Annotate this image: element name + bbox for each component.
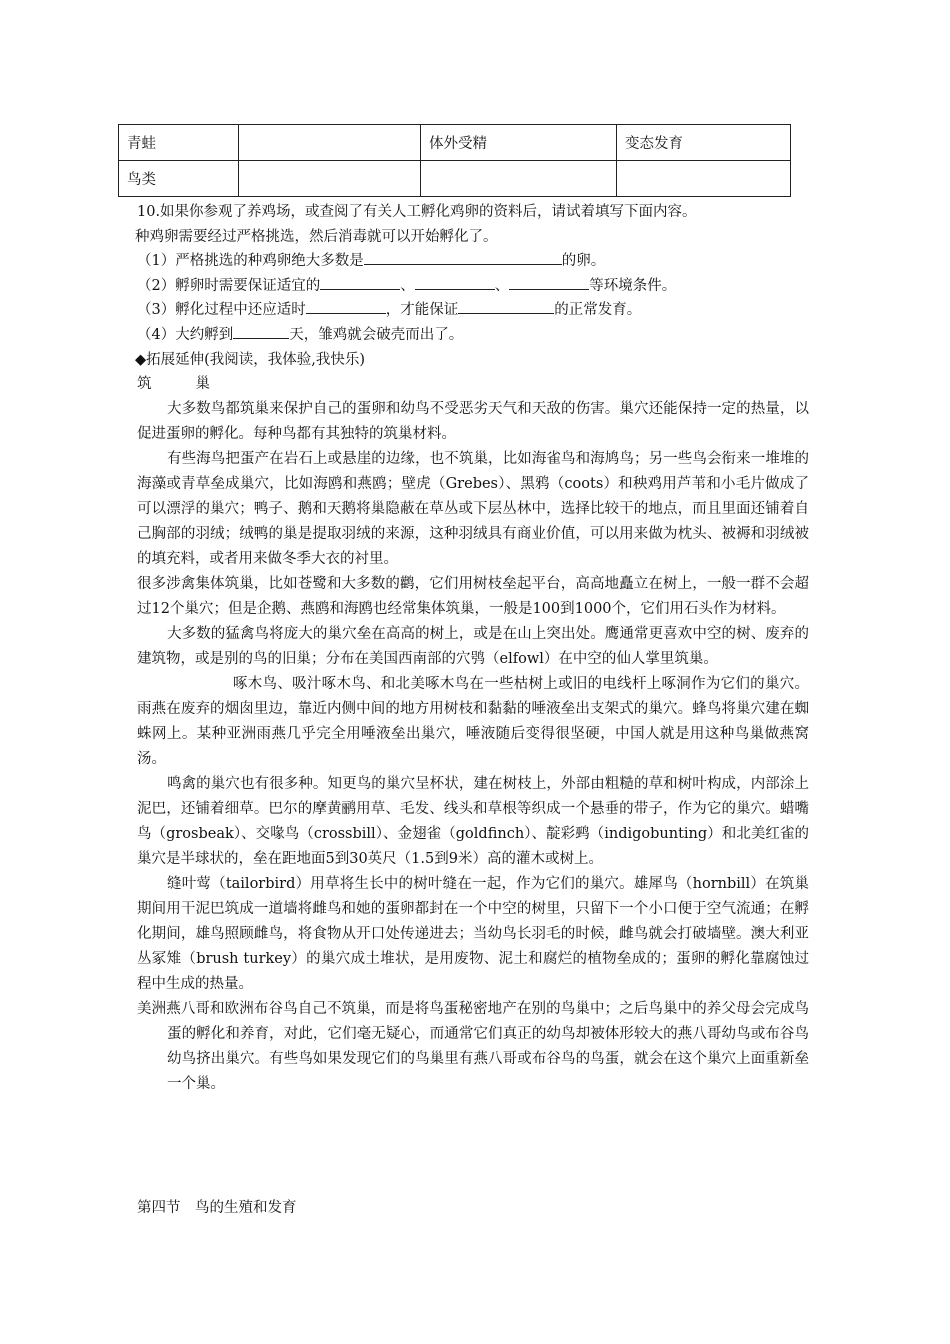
table-row bbox=[119, 125, 791, 161]
table-cell: 变态发育 bbox=[617, 125, 791, 161]
table-cell: 体外受精 bbox=[421, 125, 617, 161]
answer-blank[interactable] bbox=[415, 274, 495, 290]
answer-blank[interactable] bbox=[509, 274, 589, 290]
answer-blank[interactable] bbox=[364, 249, 562, 265]
main-content bbox=[137, 200, 809, 1097]
table-cell: 青蛙 bbox=[119, 125, 239, 161]
article-paragraph: 大多数的猛禽鸟将庞大的巢穴垒在高高的树上，或是在山上突出处。鹰通常更喜欢中空的树、废弃的建筑物，或是别的鸟的旧巢；分布在美国西南部的穴鸮（elfowl）在中空的仙人掌里筑巢。 bbox=[137, 625, 809, 667]
table-cell bbox=[239, 125, 421, 161]
section-heading: 第四节 鸟的生殖和发育 bbox=[137, 1200, 297, 1216]
question-10-item-1: （1）严格挑选的种鸡卵绝大多数是 的卵。 bbox=[137, 249, 809, 274]
question-10-intro: 10.如果你参观了养鸡场，或查阅了有关人工孵化鸡卵的资料后，请试着填写下面内容。 bbox=[137, 204, 697, 220]
question-10-item-4: （4）大约孵到 天，雏鸡就会破壳而出了。 bbox=[137, 323, 809, 348]
article-paragraph: 缝叶莺（tailorbird）用草将生长中的树叶缝在一起，作为它们的巢穴。雄犀鸟（hornbill）在筑巢期间用干泥巴筑成一道墙将雌鸟和她的蛋卵都封在一个中空的树里，只留下一个小口便于空气流通；在孵化期间，雄鸟照顾雌鸟，将食物从开口处传递进去；当幼鸟长羽毛的时候，雌鸟就会打破墙壁。澳大利亚丛冢雉（brush turkey）的巢穴成土堆状，是用废物、泥土和腐烂的植物垒成的；蛋卵的孵化靠腐蚀过程中生成的热量。 bbox=[137, 875, 809, 992]
table-cell bbox=[617, 161, 791, 197]
table-cell: 鸟类 bbox=[119, 161, 239, 197]
article-title: 筑 巢 bbox=[137, 376, 210, 393]
article-paragraph: 美洲燕八哥和欧洲布谷鸟自己不筑巢，而是将鸟蛋秘密地产在别的鸟巢中；之后鸟巢中的养父母会完成鸟蛋的孵化和养育，对此，它们毫无疑心，而通常它们真正的幼鸟却被体形较大的燕八哥幼鸟或布谷鸟幼鸟挤出巢穴。有些鸟如果发现它们的鸟巢里有燕八哥或布谷鸟的鸟蛋，就会在这个巢穴上面重新垒一个巢。 bbox=[137, 1000, 809, 1092]
table-cell bbox=[421, 161, 617, 197]
article-paragraph: 啄木鸟、吸汁啄木鸟、和北美啄木鸟在一些枯树上或旧的电线杆上啄洞作为它们的巢穴。雨燕在废弃的烟囱里边，靠近内侧中间的地方用树枝和黏黏的唾液垒出支架式的巢穴。蜂鸟将巢穴建在蜘蛛网上。某种亚洲雨燕几乎完全用唾液垒出巢穴，唾液随后变得很坚硬，中国人就是用这种鸟巢做燕窝汤。 bbox=[137, 675, 809, 767]
answer-blank[interactable] bbox=[233, 323, 289, 339]
article-paragraph: 很多涉禽集体筑巢，比如苍鹭和大多数的鹳，它们用树枝垒起平台，高高地矗立在树上，一般一群不会超过12个巢穴；但是企鹅、燕鸥和海鸥也经常集体筑巢，一般是100到1000个，它们用石头作为材料。 bbox=[137, 575, 809, 617]
answer-blank[interactable] bbox=[320, 274, 400, 290]
answer-blank[interactable] bbox=[306, 298, 386, 314]
table-cell bbox=[239, 161, 421, 197]
question-10-item-3: （3）孵化过程中还应适时 ，才能保证 的正常发育。 bbox=[137, 298, 809, 323]
extension-header: ◆拓展延伸(我阅读，我体验,我快乐) bbox=[135, 351, 366, 368]
article-paragraph: 鸣禽的巢穴也有很多种。知更鸟的巢穴呈杯状，建在树枝上，外部由粗糙的草和树叶构成，内部涂上泥巴，还铺着细草。巴尔的摩黄鹂用草、毛发、线头和草根等织成一个悬垂的带子，作为它的巢穴。蜡嘴鸟（grosbeak）、交喙鸟（crossbill）、金翅雀（goldfinch）、靛彩鹀（indigobunting）和北美红雀的巢穴是半球状的，垒在距地面5到30英尺（1.5到9米）高的灌木或树上。 bbox=[137, 775, 809, 867]
article-paragraph: 有些海鸟把蛋产在岩石上或悬崖的边缘，也不筑巢，比如海雀鸟和海鸠鸟；另一些鸟会衔来一堆堆的海藻或青草垒成巢穴，比如海鸥和燕鸥；壁虎（Grebes）、黑鸦（coots）和秧鸡用芦苇和小毛片做成了可以漂浮的巢穴；鸭子、鹅和天鹅将巢隐蔽在草丛或下层丛林中，选择比较干的地点，而且里面还铺着自己胸部的羽绒；绒鸭的巢是提取羽绒的来源，这种羽绒具有商业价值，可以用来做为枕头、被褥和羽绒被的填充料，或者用来做冬季大衣的衬里。 bbox=[137, 450, 809, 567]
comparison-table bbox=[118, 124, 791, 197]
answer-blank[interactable] bbox=[458, 298, 554, 314]
table-row bbox=[119, 161, 791, 197]
question-10-item-2: （2）孵卵时需要保证适宜的 、 、 等环境条件。 bbox=[137, 274, 809, 299]
question-10-context: 种鸡卵需要经过严格挑选，然后消毒就可以开始孵化了。 bbox=[135, 228, 498, 245]
article-paragraph: 大多数鸟都筑巢来保护自己的蛋卵和幼鸟不受恶劣天气和天敌的伤害。巢穴还能保持一定的热量，以促进蛋卵的孵化。每种鸟都有其独特的筑巢材料。 bbox=[137, 400, 809, 442]
